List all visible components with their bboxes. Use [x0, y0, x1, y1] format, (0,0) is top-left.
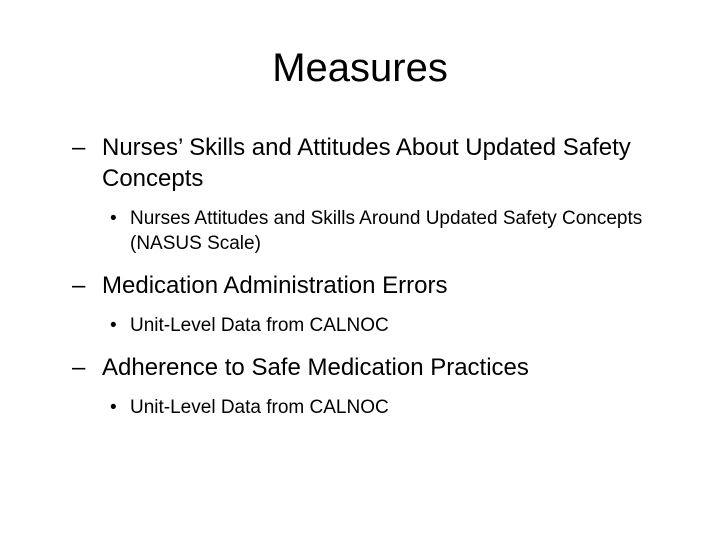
- bullet-marker: •: [110, 208, 117, 229]
- sub-bullet-text-2: Unit-Level Data from CALNOC: [130, 315, 389, 336]
- bullet-item-3: [72, 352, 682, 383]
- bullet-text-1: Nurses’ Skills and Attitudes About Updated Safety Concepts: [102, 134, 631, 192]
- bullet-item-1: [72, 132, 682, 194]
- dash-marker: –: [72, 272, 86, 299]
- bullet-marker: •: [110, 397, 117, 418]
- sub-bullet-item-3: [72, 395, 682, 420]
- sub-bullet-item-1: [72, 206, 682, 256]
- slide-content: [72, 132, 682, 434]
- bullet-item-2: [72, 270, 682, 301]
- bullet-text-2: Medication Administration Errors: [102, 272, 448, 299]
- sub-bullet-item-2: [72, 313, 682, 338]
- dash-marker: –: [72, 354, 86, 381]
- bullet-text-3: Adherence to Safe Medication Practices: [102, 354, 529, 381]
- dash-marker: –: [72, 134, 86, 161]
- bullet-marker: •: [110, 315, 117, 336]
- slide-title: Measures: [272, 46, 448, 90]
- sub-bullet-text-1: Nurses Attitudes and Skills Around Updated Safety Concepts (NASUS Scale): [130, 208, 643, 254]
- sub-bullet-text-3: Unit-Level Data from CALNOC: [130, 397, 389, 418]
